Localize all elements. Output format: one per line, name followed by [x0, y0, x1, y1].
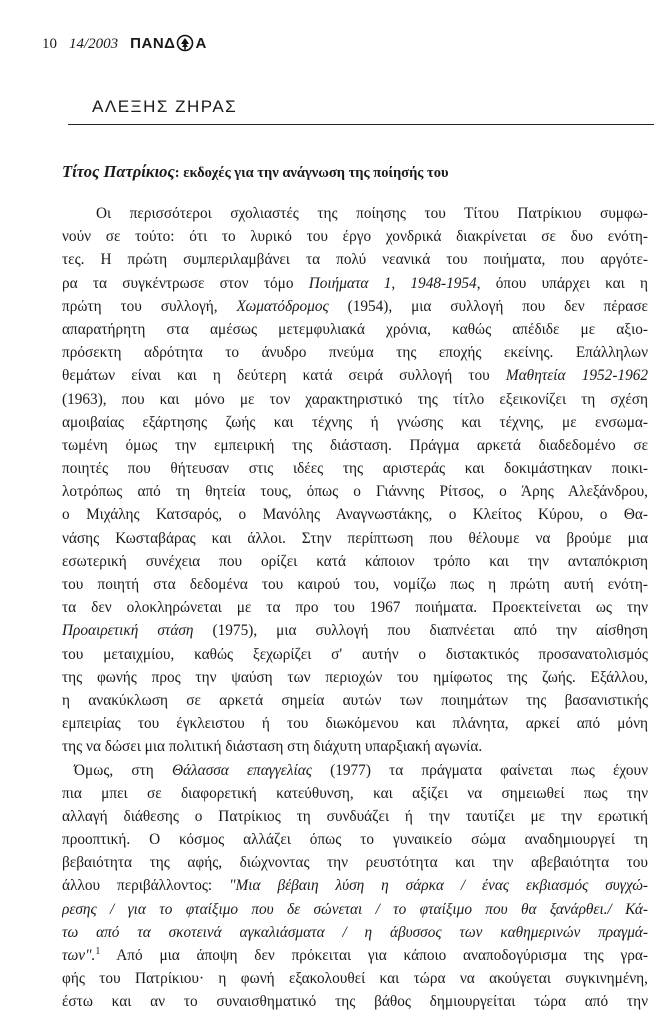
text-line: ο Μιχάλης Κατσαρός, ο Μανόλης Αναγνωστάκης, ο Κλείτος Κύρου, ο Θα-: [62, 506, 648, 524]
text-line: τω από τα σκοτεινά αγκαλιάσματα / η άβυσσος των καθημερινών πραγμά-: [62, 923, 648, 941]
text-line: πρώτη του συλλογή, Χωματόδρομος (1954), μια συλλογή που δεν πέρασε: [62, 297, 648, 315]
text-line: τα δεν ολοκληρώνεται με τα προ του 1967 ποιήματα. Προεκτείνεται ως την: [62, 599, 648, 617]
title-subtitle: : εκδοχές για την ανάγνωση της ποίησής του: [174, 165, 449, 181]
text-line: απαρατήρητη στα αμέσως μετεμφυλιακά χρόνια, καθώς απέδιδε με αξιο-: [62, 320, 648, 338]
text-line: προοπτική. Ο κόσμος αλλάζει όπως το γυναικείο σώμα αναδημιουργεί τη: [62, 831, 648, 849]
article-body: [62, 202, 648, 1014]
text-line: των".$^1$ Από μια άποψη δεν πρόκειται για κάποιο αναποδογύρισμα της γρα-: [62, 945, 648, 964]
footnote-marker: 1: [95, 945, 101, 957]
text-line: ρα τα συγκέντρωσε στον τόμο Ποιήματα 1, 1948-1954, όπου υπάρχει και η: [62, 274, 648, 292]
header-rule: [68, 124, 654, 125]
text-line: (1963), που και μόνο με τον χαρακτηριστικό της τίτλο εξεικονίζει τη σχέση: [62, 390, 648, 408]
author-name: ΑΛΕΞΗΣ ΖΗΡΑΣ: [92, 97, 238, 116]
text-line: τες. Η πρώτη συμπεριλαμβάνει τα πολύ νεανικά του ποιήματα, που αργότε-: [62, 251, 648, 269]
text-line: άλλου περιβάλλοντος: "Μια βέβαιη λύση η σάρκα / ένας εκβιασμός συγχώ-: [62, 877, 648, 895]
title-poet-name: Τίτος Πατρίκιος: [62, 162, 175, 181]
text-line: εσωτερική συνέχεια που ορίζει κατά κάποιον τρόπο και την ανταπόκριση: [62, 552, 648, 570]
journal-logo: [130, 34, 207, 52]
journal-logo-text-right: Α: [195, 34, 207, 52]
text-line: ρεσης / για το φταίξιμο που δε σώνεται / το φταίξιμο που θα ξανάρθει./ Κά-: [62, 900, 648, 918]
page-number: 10: [42, 35, 57, 52]
journal-logo-text-left: ΠΑΝΔ: [130, 34, 176, 52]
text-line: Οι περισσότεροι σχολιαστές της ποίησης του Τίτου Πατρίκιου συμφω-: [96, 205, 648, 222]
text-line: του μεταιχμίου, καθώς ξεχωρίζει σ' αυτήν ο διστακτικός προσανατολισμός: [62, 645, 648, 663]
article-title: [62, 162, 662, 182]
tree-emblem-icon: [176, 34, 194, 52]
text-line: θεμάτων είναι και η δεύτερη κατά σειρά συλλογή του Μαθητεία 1952-1962: [62, 367, 648, 385]
text-line: Όμως, στη Θάλασσα επαγγελίας (1977) τα πράγματα φαίνεται πως έχουν: [74, 761, 648, 779]
text-line: της φωνής προς την ψαύση των περιοχών του ημίφωτος της ζωής. Εξάλλου,: [62, 668, 648, 686]
text-line: της να δώσει μια πολιτική διάσταση στη διάχυτη υπαρξιακή αγωνία.: [62, 738, 483, 756]
running-header: [42, 34, 207, 53]
text-line: ποιητές που θήτευσαν στις ιδέες της αριστεράς και δοκιμάστηκαν ποικι-: [62, 460, 648, 478]
text-line: αμοιβαίας εξάρτησης ζωής και τέχνης ή γνώσης και τέχνης, με ενσωμα-: [62, 413, 648, 431]
text-line: πια μπει σε διαφορετική κατεύθυνση, και αξίζει να σημειωθεί πως την: [62, 784, 648, 802]
issue-number: 14/2003: [69, 35, 119, 52]
text-line: πρόσεκτη αδρότητα το άνυδρο πνεύμα της εποχής εκείνης. Επάλληλων: [62, 344, 648, 362]
text-line: εμπειρίας του έγκλειστου ή του διωκόμενου και πλάνητα, αρκεί από μόνη: [62, 715, 648, 733]
text-line: Προαιρετική στάση (1975), μια συλλογή που διαπνέεται από την αίσθηση: [62, 622, 648, 640]
text-line: τωμένη όμως την εμπειρική της διάσταση. Πράγμα αρκετά διαδεδομένο σε: [62, 436, 648, 454]
text-line: του ποιητή στα δεδομένα του καιρού του, νομίζω πως η πρώτη αυτή ενότη-: [62, 576, 648, 593]
text-line: φής του Πατρίκιου· η φωνή εξακολουθεί και τώρα να ακούγεται συγκινημένη,: [62, 970, 648, 988]
text-line: η ανακύκλωση σε αρκετά σημεία αυτών των ποιημάτων της βασανιστικής: [62, 691, 648, 709]
text-line: βεβαιότητα της αφής, διώχνοντας την ρευστότητα και την αβεβαιότητα του: [62, 854, 648, 872]
text-line: νούν σε τούτο: ότι το λυρικό του έργο χονδρικά διακρίνεται σε δυο ενότη-: [62, 228, 648, 246]
text-line: αλλαγή διάθεσης ο Πατρίκιος τη συνδυάζει ή την ταυτίζει με την ερωτική: [62, 807, 648, 825]
text-line: λοτρόπως από τη θητεία τους, όπως ο Γιάννης Ρίτσος, ο Άρης Αλεξάνδρου,: [62, 483, 648, 501]
text-line: νάσης Κωσταβάρας και άλλοι. Στην περίπτωση που θέλουμε να βρούμε μια: [62, 529, 648, 547]
text-line: έστω και αν το συναισθηματικό της βάθος δημιουργείται τώρα από την: [62, 993, 648, 1011]
